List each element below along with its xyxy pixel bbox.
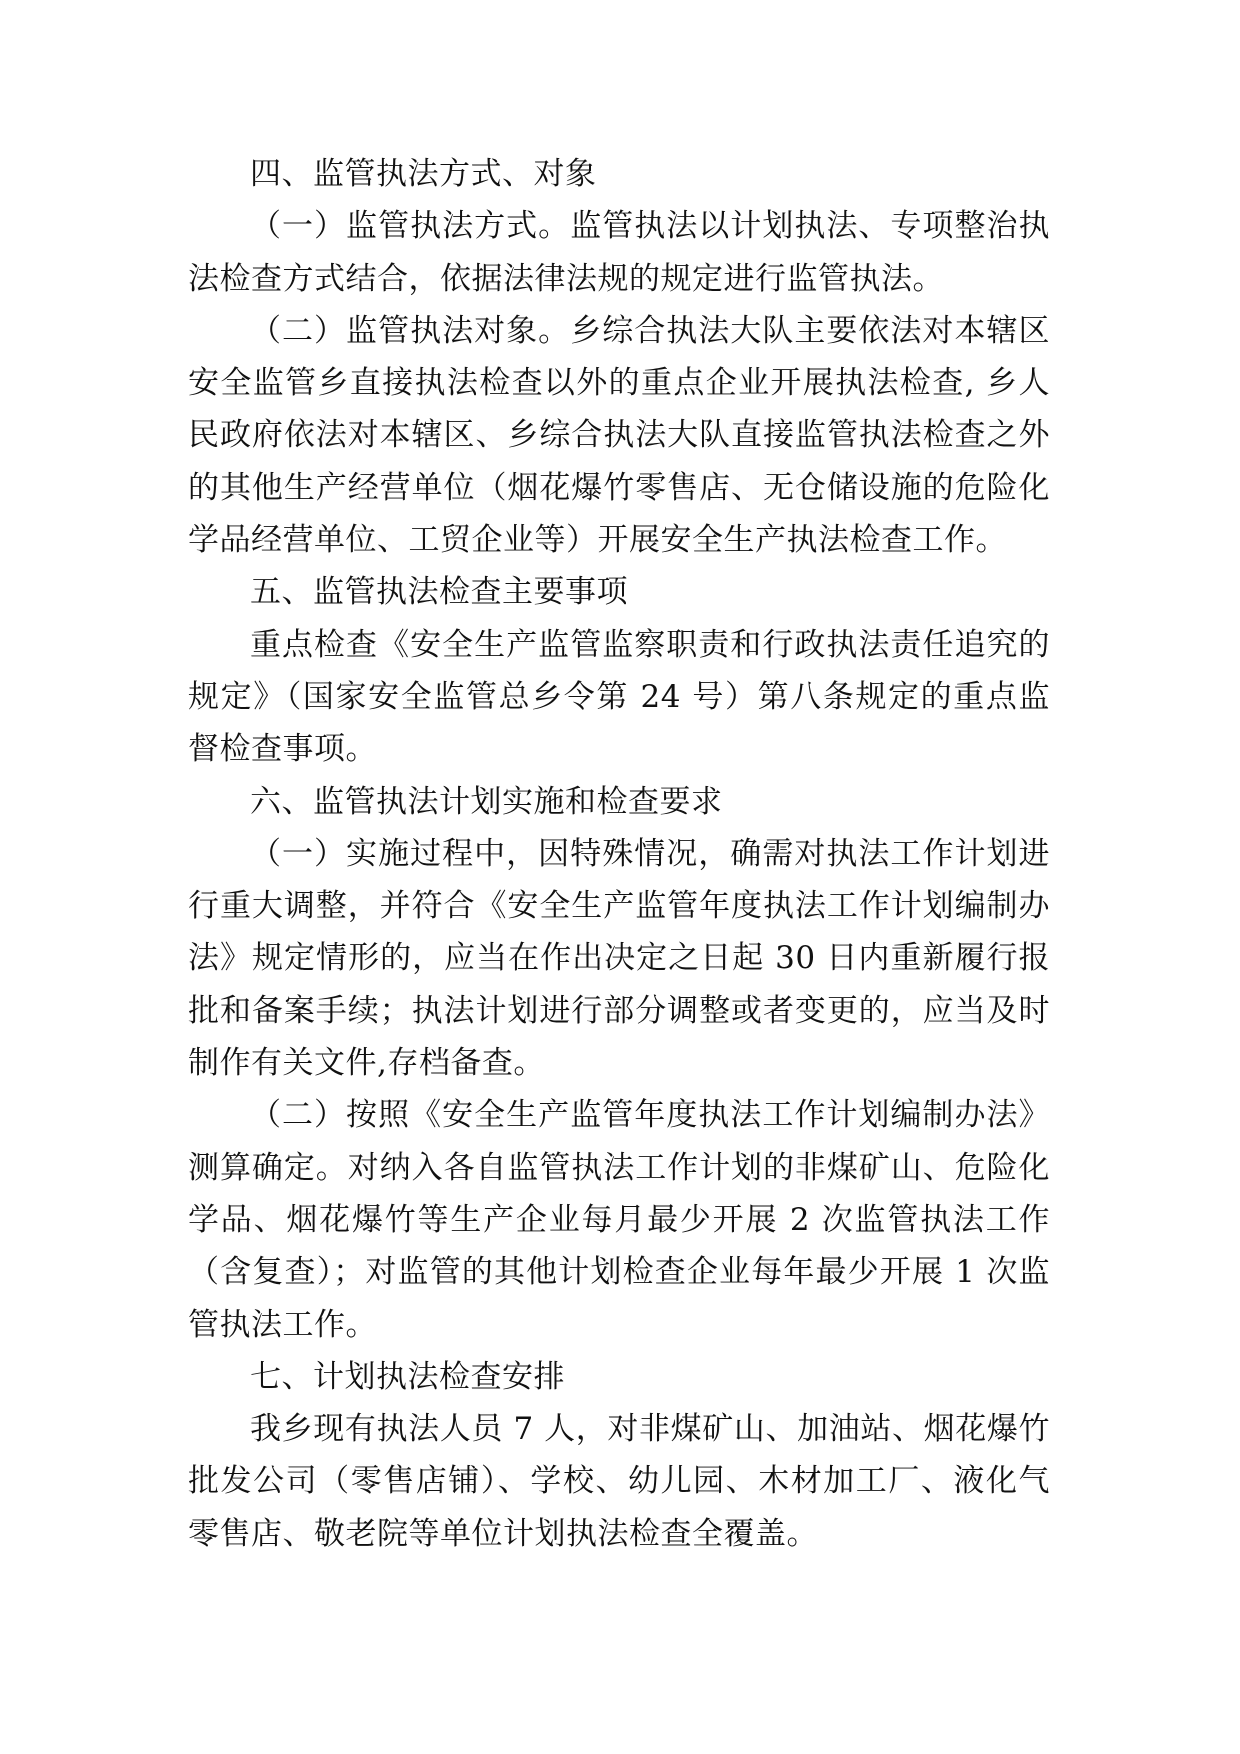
paragraph-enforcement-target: （二）监管执法对象。乡综合执法大队主要依法对本辖区安全监管乡直接执法检查以外的重点企业开展执法检查, 乡人民政府依法对本辖区、乡综合执法大队直接监管执法检查之外的其他生产经营单位（烟花爆竹零售店、无仓储设施的危险化学品经营单位、工贸企业等）开展安全生产执法检查工作。 bbox=[188, 312, 1050, 559]
paragraph-enforcement-method: （一）监管执法方式。监管执法以计划执法、专项整治执法检查方式结合，依据法律法规的规定进行监管执法。 bbox=[188, 208, 1050, 297]
paragraph-plan-adjustment: （一）实施过程中，因特殊情况，确需对执法工作计划进行重大调整，并符合《安全生产监管年度执法工作计划编制办法》规定情形的，应当在作出决定之日起 30 日内重新履行报批和备案手续；执法计划进行部分调整或者变更的，应当及时制作有关文件,存档备查。 bbox=[188, 835, 1050, 1082]
paragraph-inspection-frequency: （二）按照《安全生产监管年度执法工作计划编制办法》测算确定。对纳入各自监管执法工作计划的非煤矿山、危险化学品、烟花爆竹等生产企业每月最少开展 2 次监管执法工作（含复查）；对监管的其他计划检查企业每年最少开展 1 次监管执法工作。 bbox=[188, 1097, 1050, 1343]
section-heading-4: 四、监管执法方式、对象 bbox=[250, 156, 597, 192]
section-heading-6: 六、监管执法计划实施和检查要求 bbox=[250, 783, 723, 820]
section-heading-5: 五、监管执法检查主要事项 bbox=[250, 574, 628, 611]
paragraph-inspection-items: 重点检查《安全生产监管监察职责和行政执法责任追究的规定》（国家安全监管总乡令第 24 号）第八条规定的重点监督检查事项。 bbox=[188, 626, 1050, 768]
section-heading-7: 七、计划执法检查安排 bbox=[250, 1358, 565, 1395]
document-body bbox=[188, 148, 1050, 1560]
paragraph-inspection-arrangement: 我乡现有执法人员 7 人，对非煤矿山、加油站、烟花爆竹批发公司（零售店铺）、学校、幼儿园、木材加工厂、液化气零售店、敬老院等单位计划执法检查全覆盖。 bbox=[188, 1411, 1050, 1552]
